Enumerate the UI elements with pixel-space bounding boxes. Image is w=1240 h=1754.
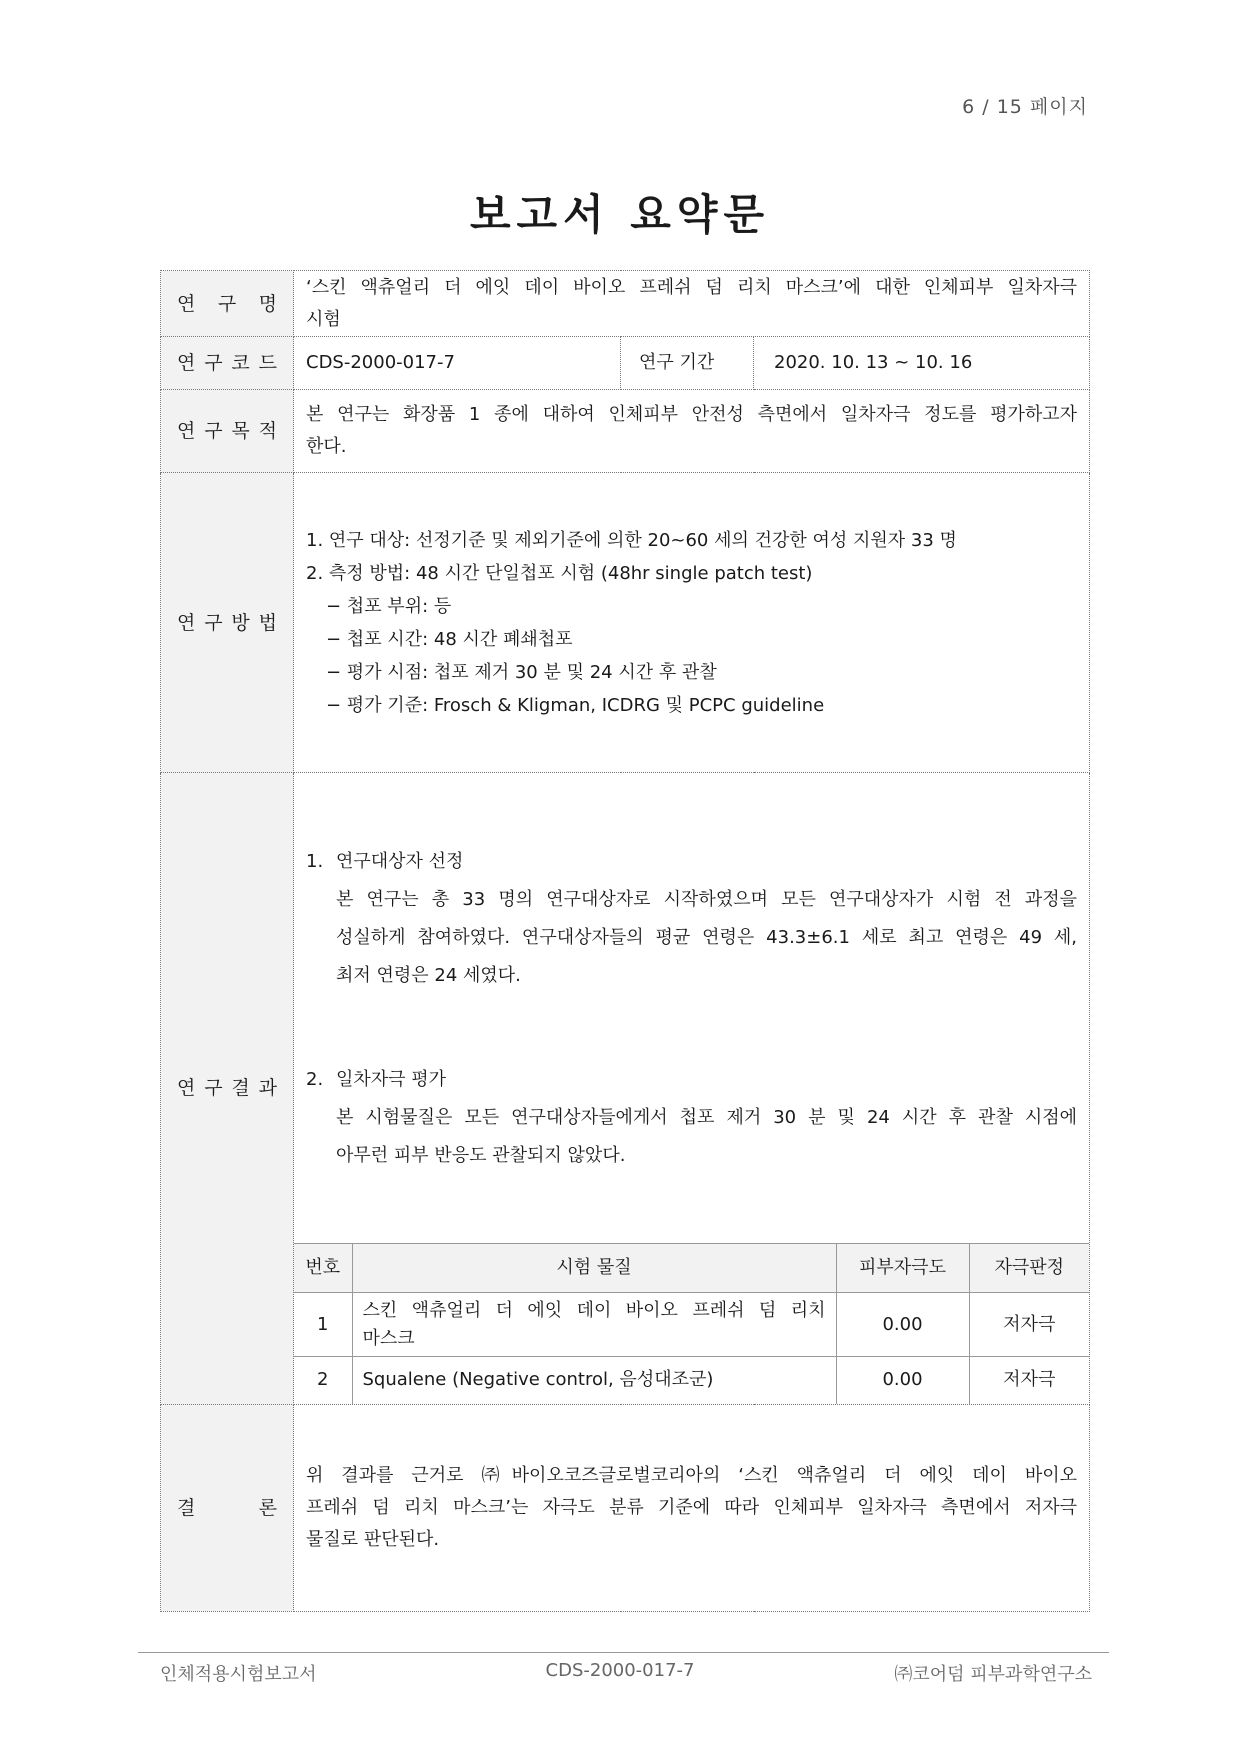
result-table-header: [294, 1244, 1089, 1293]
label-study-purpose: 연 구 목 적: [161, 390, 294, 473]
row-score: 0.00: [836, 1293, 969, 1357]
label-study-method: 연 구 방 법: [161, 473, 294, 773]
study-purpose-value: 본 연구는 화장품 1 종에 대하여 인체피부 안전성 측면에서 일차자극 정도를 평가하고자 한다.: [294, 390, 1090, 473]
period-label: 연구 기간: [621, 337, 754, 390]
footer-divider: [138, 1652, 1109, 1653]
label-conclusion: 결 론: [161, 1404, 294, 1611]
method-subitem: − 평가 시점: 첩포 제거 30 분 및 24 시간 후 관찰: [326, 661, 717, 683]
table-row: [294, 1293, 1089, 1357]
label-study-name: 연 구 명: [161, 271, 294, 337]
method-item: 2. 측정 방법: 48 시간 단일첩포 시험 (48hr single patch test): [306, 562, 813, 584]
study-result-value: [294, 773, 1090, 1405]
result-section-body: 본 연구는 총 33 명의 연구대상자로 시작하였으며 모든 연구대상자가 시험 전 과정을 성실하게 참여하였다. 연구대상자들의 평균 연령은 43.3±6.1 세로 최고 연령은 49 세, 최저 연령은 24 세였다.: [336, 889, 1078, 986]
header-judgment: 자극판정: [969, 1244, 1089, 1293]
row-study-purpose: [161, 390, 1090, 473]
period-value: 2020. 10. 13 ~ 10. 16: [754, 337, 1090, 390]
footer-center: CDS-2000-017-7: [545, 1660, 695, 1681]
page-number: 6 / 15 페이지: [962, 96, 1088, 118]
method-subitem: − 평가 기준: Frosch & Kligman, ICDRG 및 PCPC guideline: [326, 694, 825, 716]
row-no: 2: [294, 1357, 352, 1404]
study-name-value: ‘스킨 액츄얼리 더 에잇 데이 바이오 프레쉬 덤 리치 마스크’에 대한 인체피부 일차자극 시험: [294, 271, 1090, 337]
method-item: 1. 연구 대상: 선정기준 및 제외기준에 의한 20~60 세의 건강한 여성 지원자 33 명: [306, 529, 957, 551]
header-score: 피부자극도: [836, 1244, 969, 1293]
row-material: 스킨 액츄얼리 더 에잇 데이 바이오 프레쉬 덤 리치 마스크: [352, 1293, 836, 1357]
result-section-title: 1. 연구대상자 선정: [306, 851, 464, 872]
result-section-body: 본 시험물질은 모든 연구대상자들에게서 첩포 제거 30 분 및 24 시간 후 관찰 시점에 아무런 피부 반응도 관찰되지 않았다.: [336, 1107, 1078, 1166]
document-title: 보고서 요약문: [469, 190, 771, 239]
row-study-method: [161, 473, 1090, 773]
row-score: 0.00: [836, 1357, 969, 1404]
study-method-value: [294, 473, 1090, 773]
footer-left: 인체적용시험보고서: [160, 1664, 317, 1685]
label-study-result: 연 구 결 과: [161, 773, 294, 1405]
row-judgment: 저자극: [969, 1357, 1089, 1404]
row-study-code: [161, 337, 1090, 390]
row-conclusion: [161, 1404, 1090, 1611]
label-study-code: 연 구 코 드: [161, 337, 294, 390]
method-subitem: − 첩포 시간: 48 시간 폐쇄첩포: [326, 628, 573, 650]
row-judgment: 저자극: [969, 1293, 1089, 1357]
row-no: 1: [294, 1293, 352, 1357]
header-no: 번호: [294, 1244, 352, 1293]
table-row: [294, 1357, 1089, 1404]
footer-right: ㈜코어덤 피부과학연구소: [894, 1664, 1092, 1685]
irritation-result-table: [294, 1243, 1089, 1404]
conclusion-value: 위 결과를 근거로 ㈜바이오코즈글로벌코리아의 ‘스킨 액츄얼리 더 에잇 데이 바이오 프레쉬 덤 리치 마스크’는 자극도 분류 기준에 따라 인체피부 일차자극 측면에서 저자극 물질로 판단된다.: [294, 1404, 1090, 1611]
row-study-name: [161, 271, 1090, 337]
header-material: 시험 물질: [352, 1244, 836, 1293]
summary-table: [160, 270, 1090, 1612]
result-section-title: 2. 일차자극 평가: [306, 1069, 447, 1090]
row-material: Squalene (Negative control, 음성대조군): [352, 1357, 836, 1404]
row-study-result: [161, 773, 1090, 1405]
study-code-value: CDS-2000-017-7: [294, 337, 621, 390]
method-subitem: − 첩포 부위: 등: [326, 595, 452, 617]
